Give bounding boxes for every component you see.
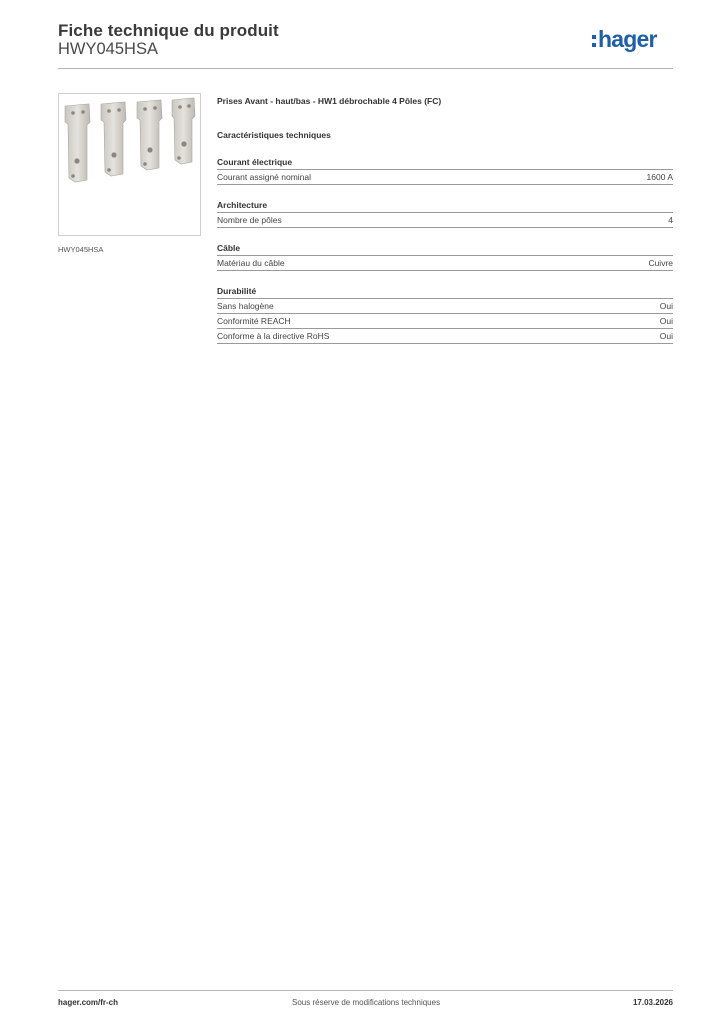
logo-colon-icon	[592, 35, 596, 47]
header-divider	[58, 68, 673, 69]
spec-value: 4	[668, 215, 673, 225]
logo-text: hager	[598, 26, 657, 52]
spec-label: Conforme à la directive RoHS	[217, 331, 330, 341]
page-title: Fiche technique du produit	[58, 21, 279, 40]
spec-label: Sans halogène	[217, 301, 274, 311]
footer-divider	[58, 990, 673, 991]
spec-row	[217, 329, 673, 344]
busbar-plates-illustration	[59, 94, 200, 235]
spec-row	[217, 299, 673, 314]
spec-row	[217, 170, 673, 185]
spec-value: Cuivre	[648, 258, 673, 268]
footer-website-link[interactable]: hager.com/fr-ch	[58, 998, 119, 1007]
spec-group-title: Câble	[217, 243, 673, 256]
busbar-plate	[101, 102, 126, 176]
spec-group-title: Courant électrique	[217, 157, 673, 170]
spec-label: Conformité REACH	[217, 316, 291, 326]
image-caption: HWY045HSA	[58, 245, 104, 254]
spec-group-title: Durabilité	[217, 286, 673, 299]
busbar-plate	[172, 98, 195, 164]
spec-label: Courant assigné nominal	[217, 172, 312, 182]
busbar-plate	[65, 104, 90, 182]
spec-label: Matériau du câble	[217, 258, 285, 268]
product-image	[58, 93, 201, 236]
specs-heading: Caractéristiques techniques	[217, 130, 331, 140]
spec-value: 1600 A	[646, 172, 673, 182]
hager-logo	[592, 28, 657, 51]
footer-disclaimer: Sous réserve de modifications techniques	[292, 998, 441, 1007]
spec-group-title: Architecture	[217, 200, 673, 213]
spec-value: Oui	[659, 331, 673, 341]
product-description: Prises Avant - haut/bas - HW1 débrochable 4 Pôles (FC)	[217, 96, 442, 106]
spec-label: Nombre de pôles	[217, 215, 282, 225]
busbar-plate	[137, 100, 162, 170]
spec-content	[217, 96, 673, 344]
product-reference: HWY045HSA	[58, 40, 158, 58]
spec-value: Oui	[659, 316, 673, 326]
spec-value: Oui	[659, 301, 673, 311]
footer-date: 17.03.2026	[632, 998, 673, 1007]
spec-row	[217, 213, 673, 228]
spec-row	[217, 256, 673, 271]
spec-row	[217, 314, 673, 329]
